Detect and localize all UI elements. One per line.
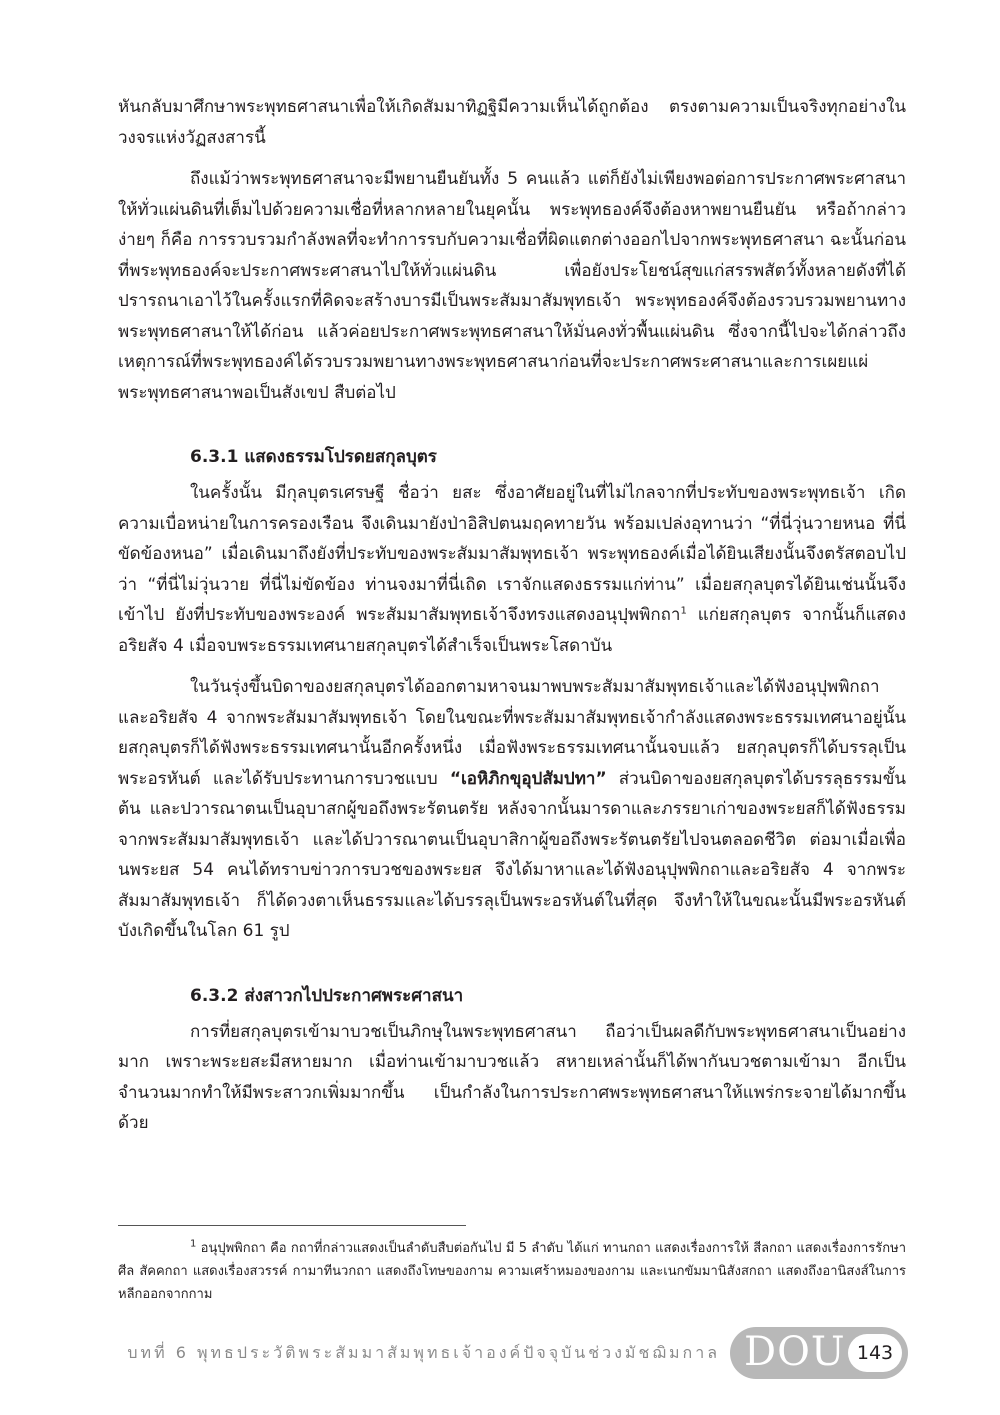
paragraph-send-disciples: การที่ยสกุลบุตรเข้ามาบวชเป็นภิกษุในพระพุทธศาสนา ถือว่าเป็นผลดีกับพระพุทธศาสนาเป็นอย่างมาก เพราะพระยสะมีสหายมาก เมื่อท่านเข้ามาบวชแล้ว สหายเหล่านั้นก็ได้พากันบวชตามเข้ามา อีกเป็นจำนวนมากทำให้มีพระสาวกเพิ่มมากขึ้น เป็นกำลังในการประกาศพระพุทธศาสนาให้แพร่กระจายได้มากขึ้นด้วย <box>118 1021 906 1133</box>
paragraph-yasa-father <box>118 672 906 947</box>
paragraph-yasa-story <box>118 478 906 661</box>
paragraph-witnesses: ถึงแม้ว่าพระพุทธศาสนาจะมีพยานยืนยันทั้ง 5 คนแล้ว แต่ก็ยังไม่เพียงพอต่อการประกาศพระศาสนาให้ทั่วแผ่นดินที่เต็มไปด้วยความเชื่อที่หลากหลายในยุคนั้น พระพุทธองค์จึงต้องหาพยานยืนยัน หรือถ้ากล่าวง่ายๆ ก็คือ การรวบรวมกำลังพลที่จะทำการรบกับความเชื่อที่ผิดแตกต่างออกไปจากพระพุทธศาสนา ฉะนั้นก่อนที่พระพุทธองค์จะประกาศพระศาสนาไปให้ทั่วแผ่นดิน เพื่อยังประโยชน์สุขแก่สรรพสัตว์ทั้งหลายดังที่ได้ปรารถนาเอาไว้ในครั้งแรกที่คิดจะสร้างบารมีเป็นพระสัมมาสัมพุทธเจ้า พระพุทธองค์จึงต้องรวบรวมพยานทางพระพุทธศาสนาให้ได้ก่อน แล้วค่อยประกาศพระพุทธศาสนาให้มั่นคงทั่วพื้นแผ่นดิน ซึ่งจากนี้ไปจะได้กล่าวถึงเหตุการณ์ที่พระพุทธองค์ได้รวบรวมพยานทางพระพุทธศาสนาก่อนที่จะประกาศพระศาสนาและการเผยแผ่พระพุทธศาสนาพอเป็นสังเขป สืบต่อไป <box>118 169 906 403</box>
document-body <box>118 92 906 1150</box>
footnote-divider <box>118 1225 466 1226</box>
dou-logo: DOU <box>744 1329 846 1375</box>
paragraph-yasa-text-b: แก่ยสกุลบุตร จากนั้นก็แสดงอริยสัจ 4 เมื่อจบพระธรรมเทศนายสกุลบุตรได้สำเร็จเป็นพระโสดาบัน <box>118 605 906 656</box>
paragraph-intro-continuation: หันกลับมาศึกษาพระพุทธศาสนาเพื่อให้เกิดสัมมาทิฏฐิมีความเห็นได้ถูกต้อง ตรงตามความเป็นจริงทุกอย่างในวงจรแห่งวัฏสงสารนี้ <box>118 97 906 148</box>
paragraph-yasa-text-a: ในครั้งนั้น มีกุลบุตรเศรษฐี ชื่อว่า ยสะ ซึ่งอาศัยอยู่ในที่ไม่ไกลจากที่ประทับของพระพุทธเจ้า เกิดความเบื่อหน่ายในการครองเรือน จึงเดินมายังป่าอิสิปตนมฤคทายวัน พร้อมเปล่งอุทานว่า “ที่นี่วุ่นวายหนอ ที่นี่ขัดข้องหนอ” เมื่อเดินมาถึงยังที่ประทับของพระสัมมาสัมพุทธเจ้า พระพุทธองค์เมื่อได้ยินเสียงนั้นจึงตรัสตอบไปว่า “ที่นี่ไม่วุ่นวาย ที่นี่ไม่ขัดข้อง ท่านจงมาที่นี่เถิด เราจักแสดงธรรมแก่ท่าน” เมื่อยสกุลบุตรได้ยินเช่นนั้นจึงเข้าไป ยังที่ประทับของพระองค์ พระสัมมาสัมพุทธเจ้าจึงทรงแสดงอนุปุพพิกถา <box>118 483 906 625</box>
footnote-text: อนุปุพพิกถา คือ กถาที่กล่าวแสดงเป็นลำดับสืบต่อกันไป มี 5 ลำดับ ได้แก่ ทานกถา แสดงเรื่องการให้ สีลกถา แสดงเรื่องการรักษาศีล สัคคกถา แสดงเรื่องสวรรค์ กามาทีนวกถา แสดงถึงโทษของกาม ความเศร้าหมองของกาม และเนกขัมมานิสังสกถา แสดงถึงอานิสงส์ในการหลีกออกจากกาม <box>118 1241 906 1302</box>
page-number: 143 <box>848 1334 902 1372</box>
page-footer <box>118 1327 908 1379</box>
ehi-bhikkhu-term: “เอหิภิกขุอุปสัมปทา” <box>449 768 607 789</box>
paragraph-father-text-b: ส่วนบิดาของยสกุลบุตรได้บรรลุธรรมขั้นต้น และปวารณาตนเป็นอุบาสกผู้ขอถึงพระรัตนตรัย หลังจากนั้นมารดาและภรรยาเก่าของพระยสก็ได้ฟังธรรมจากพระสัมมาสัมพุทธเจ้า และได้ปวารณาตนเป็นอุบาสิกาผู้ขอถึงพระรัตนตรัยไปจนตลอดชีวิต ต่อมาเมื่อเพื่อนพระยส 54 คนได้ทราบข่าวการบวชของพระยส จึงได้มาหาและได้ฟังอนุปุพพิกถาและอริยสัจ 4 จากพระสัมมาสัมพุทธเจ้า ก็ได้ดวงตาเห็นธรรมและได้บรรลุเป็นพระอรหันต์ในที่สุด จึงทำให้ในขณะนั้นมีพระอรหันต์บังเกิดขึ้นในโลก 61 รูป <box>118 768 906 941</box>
footnote <box>118 1237 906 1306</box>
footnote-reference: 1 <box>680 605 687 617</box>
section-heading-6-3-1: 6.3.1 แสดงธรรมโปรดยสกุลบุตร <box>190 447 437 467</box>
footnote-marker: 1 <box>190 1238 197 1250</box>
chapter-title: บทที่ 6 พุทธประวัติพระสัมมาสัมพุทธเจ้าองค์ปัจจุบันช่วงมัชฌิมกาล <box>127 1343 720 1362</box>
section-heading-6-3-2: 6.3.2 ส่งสาวกไปประกาศพระศาสนา <box>190 985 464 1006</box>
paragraph-father-text-a: ในวันรุ่งขึ้นบิดาของยสกุลบุตรได้ออกตามหาจนมาพบพระสัมมาสัมพุทธเจ้าและได้ฟังอนุปุพพิกถาและอริยสัจ 4 จากพระสัมมาสัมพุทธเจ้า โดยในขณะที่พระสัมมาสัมพุทธเจ้ากำลังแสดงพระธรรมเทศนาอยู่นั้น ยสกุลบุตรก็ได้ฟังพระธรรมเทศนานั้นอีกครั้งหนึ่ง เมื่อฟังพระธรรมเทศนานั้นจบแล้ว ยสกุลบุตรก็ได้บรรลุเป็นพระอรหันต์ และได้รับประทานการบวชแบบ <box>118 677 906 789</box>
page-badge <box>730 1327 908 1379</box>
